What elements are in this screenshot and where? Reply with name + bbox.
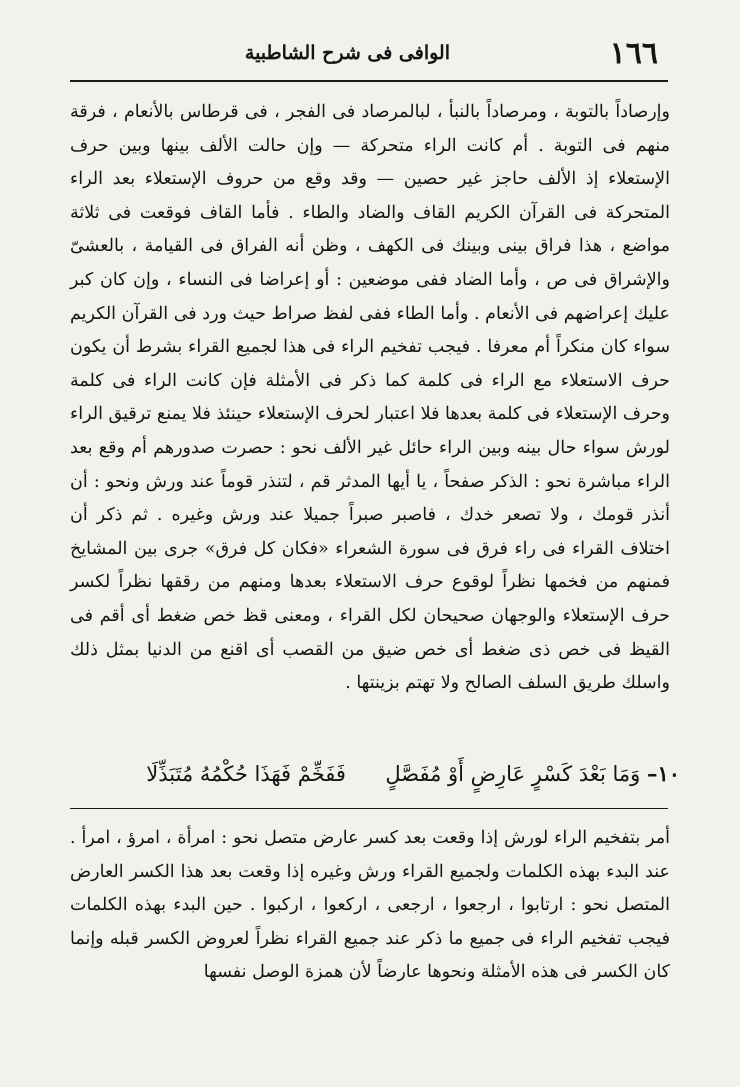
verse-divider <box>70 808 668 809</box>
commentary-block-1 <box>70 96 670 701</box>
poem-verse <box>146 752 680 796</box>
page-header <box>70 34 670 78</box>
verse-first-hemistich: وَمَا بَعْدَ كَسْرٍ عَارِضٍ أَوْ مُفَصَّلٍ <box>385 762 641 786</box>
commentary-paragraph: وإرصاداً بالتوبة ، ومرصاداً بالنبأ ، لبالمرصاد فى الفجر ، فى قرطاس بالأنعام ، فرقة منهم فى التوبة . أم كانت الراء متحركة — وإن حالت الألف بينها وبين حرف الإستعلاء إذ الألف حاجز غير حصين — وقد وقع من حروف الإستعلاء بعد الراء المتحركة فى القرآن الكريم القاف والضاد والطاء . فأما القاف فوقعت فى ثلاثة مواضع ، هذا فراق بينى وبينك فى الكهف ، وظن أنه الفراق فى القيامة ، بالعشىّ والإشراق فى ص ، وأما الضاد ففى موضعين : أو إعراضا فى النساء ، وإن كان كبر عليك إعراضهم فى الأنعام . وأما الطاء ففى لفظ صراط حيث ورد فى القرآن الكريم سواء كان منكراً أم معرفا . فيجب تفخيم الراء فى هذا لجميع القراء بشرط أن يكون حرف الاستعلاء مع الراء فى كلمة كما ذكر فى الأمثلة فإن كانت الراء فى كلمة وحرف الإستعلاء فى كلمة بعدها فلا اعتبار لحرف الإستعلاء حينئذ فلا يمنع ترقيق الراء لورش سواء حال بينه وبين الراء حائل غير الألف نحو : حصرت صدورهم أم وقع بعد الراء مباشرة نحو : الذكر صفحاً ، يا أيها المدثر قم ، لتنذر قوماً عند ورش ونحو : أن أنذر قومك ، ولا تصعر خدك ، فاصبر صبراً جميلا عند ورش وغيره . ثم ذكر أن اختلاف القراء فى راء فرق فى سورة الشعراء «فكان كل فرق» جرى بين المشايخ فمنهم من فخمها نظراً لوقوع حرف الاستعلاء بعدها ومنهم من رققها نظراً لكسر حرف الإستعلاء والوجهان صحيحان لكل القراء ، ومعنى قظ خص ضغط أى أقم فى القيظ فى خص ذى ضغط أى خص ضيق من القصب أى اقنع من الدنيا بمثل ذلك واسلك طريق السلف الصالح ولا تهتم بزينتها . <box>70 102 670 694</box>
commentary-paragraph: أمر بتفخيم الراء لورش إذا وقعت بعد كسر عارض متصل نحو : امرأة ، امرؤ ، امرأ . عند البدء بهذه الكلمات ولجميع القراء ورش وغيره إذا وقعت بعد هذا الكسر العارض المتصل نحو : ارتابوا ، ارجعوا ، ارجعى ، اركعوا ، اركبوا . حين البدء بهذه الكلمات فيجب تفخيم الراء فى جميع ما ذكر عند جميع القراء نظراً لعروض الكسر قبله وإنما كان الكسر فى هذه الأمثلة ونحوها عارضاً لأن همزة الوصل نفسها <box>70 828 670 983</box>
header-divider <box>70 80 668 82</box>
page-number: ١٦٦ <box>609 36 658 71</box>
verse-second-hemistich: فَفَخِّمْ فَهَذَا حُكْمُهُ مُتَبَذِّلَا <box>146 762 346 786</box>
verse-number: ١٠– <box>646 761 680 786</box>
commentary-block-2 <box>70 822 670 990</box>
running-title: الوافى فى شرح الشاطبية <box>244 42 450 64</box>
